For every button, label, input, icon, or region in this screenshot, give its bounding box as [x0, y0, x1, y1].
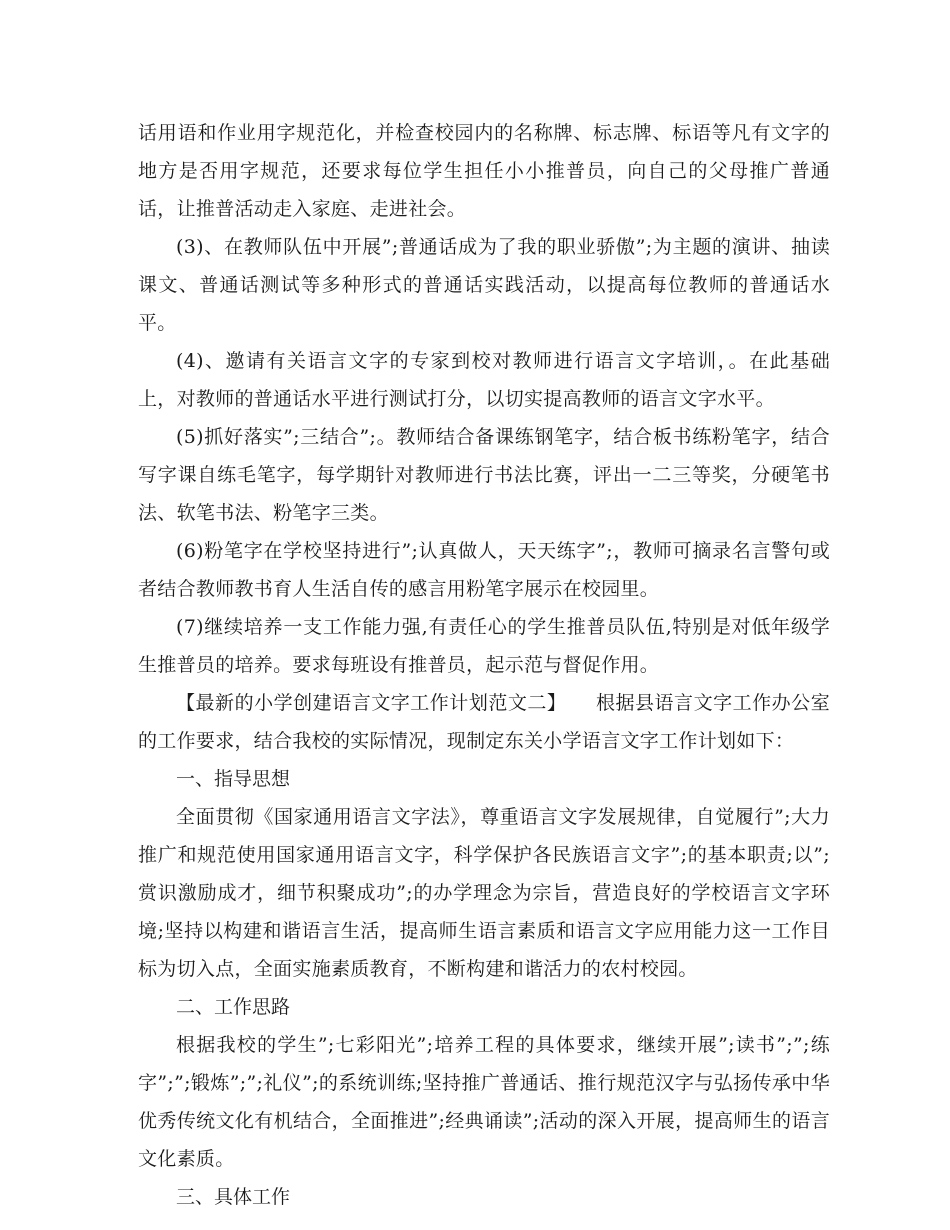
paragraph-work-approach: 根据我校的学生”;七彩阳光”;培养工程的具体要求，继续开展”;读书”;”;练字”;”;锻炼”;”;礼仪”;的系统训练;坚持推广普通话、推行规范汉字与弘扬传承中华优秀传统文化有机结合，全面推进”;经典诵读”;活动的深入开展，提高师生的语言文化素质。: [138, 1034, 830, 1170]
paragraph-item-5: (5)抓好落实”;三结合”;。教师结合备课练钢笔字，结合板书练粉笔字，结合写字课自练毛笔字，每学期针对教师进行书法比赛，评出一二三等奖，分硬笔书法、软笔书法、粉笔字三类。: [138, 426, 830, 524]
paragraph-item-4: (4)、邀请有关语言文字的专家到校对教师进行语言文字培训，。在此基础上，对教师的普通话水平进行测试打分，以切实提高教师的语言文字水平。: [138, 350, 830, 410]
section-heading-guiding-thought: 一、指导思想: [176, 768, 291, 790]
paragraph-guiding-thought: 全面贯彻《国家通用语言文字法》，尊重语言文字发展规律，自觉履行”;大力推广和规范使用国家通用语言文字，科学保护各民族语言文字”;的基本职责;以”;赏识激励成才，细节积聚成功”;的办学理念为宗旨，营造良好的学校语言文字环境;坚持以构建和谐语言生活，提高师生语言素质和语言文字应用能力这一工作目标为切入点，全面实施素质教育，不断构建和谐活力的农村校园。: [138, 806, 830, 980]
paragraph-item-6: (6)粉笔字在学校坚持进行”;认真做人，天天练字”;，教师可摘录名言警句或者结合教师教书育人生活自传的感言用粉笔字展示在校园里。: [138, 540, 830, 600]
paragraph-item-7: (7)继续培养一支工作能力强,有责任心的学生推普员队伍,特别是对低年级学生推普员的培养。要求每班设有推普员，起示范与督促作用。: [138, 616, 830, 676]
section-heading-work-approach: 二、工作思路: [176, 996, 291, 1018]
document-body: [138, 114, 830, 1216]
section-heading-specific-work: 三、具体工作: [176, 1186, 291, 1208]
paragraph-item-3: (3)、在教师队伍中开展”;普通话成为了我的职业骄傲”;为主题的演讲、抽读课文、普通话测试等多种形式的普通话实践活动，以提高每位教师的普通话水平。: [138, 236, 830, 334]
paragraph-continuation: 话用语和作业用字规范化，并检查校园内的名称牌、标志牌、标语等凡有文字的地方是否用字规范，还要求每位学生担任小小推普员，向自己的父母推广普通话，让推普活动走入家庭、走进社会。: [138, 122, 830, 220]
paragraph-sample-two-intro: 【最新的小学创建语言文字工作计划范文二】 根据县语言文字工作办公室的工作要求，结合我校的实际情况，现制定东关小学语言文字工作计划如下：: [138, 692, 830, 752]
